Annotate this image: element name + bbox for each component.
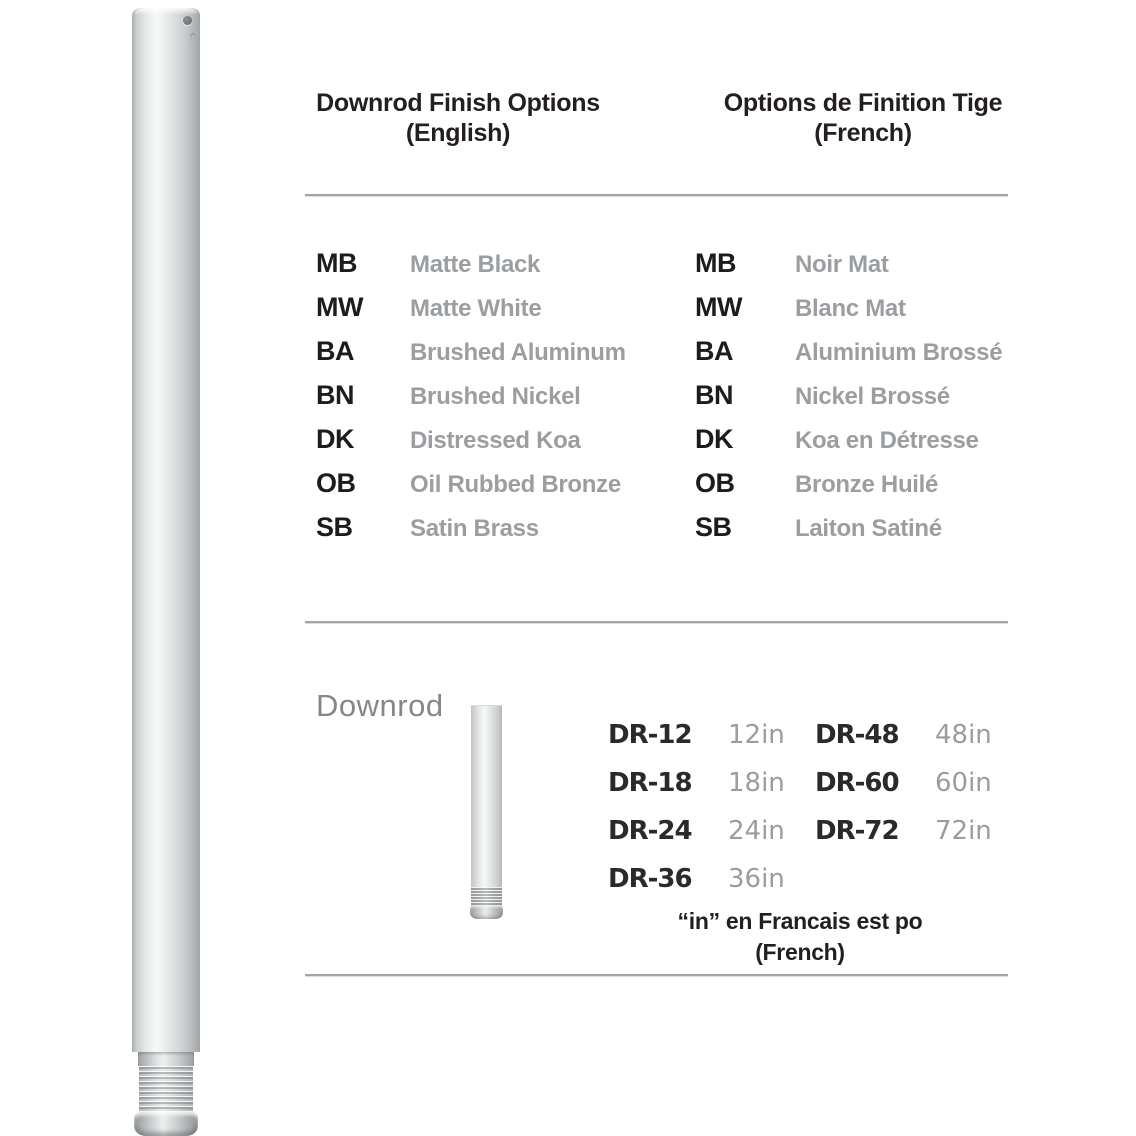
downrod-threads <box>139 1066 193 1112</box>
downrod-end-ring <box>134 1112 198 1136</box>
finish-code: DK <box>316 424 354 454</box>
size-code: DR-18 <box>608 768 692 798</box>
downrod-label: Downrod <box>316 688 444 723</box>
finish-name: Noir Mat <box>795 251 889 278</box>
size-code: DR-60 <box>815 768 899 798</box>
finish-code: SB <box>316 512 353 542</box>
finish-row <box>695 336 1002 364</box>
finish-name: Satin Brass <box>410 515 539 542</box>
finish-code: MB <box>695 248 736 278</box>
size-code: DR-48 <box>815 720 899 750</box>
size-row <box>608 816 785 850</box>
finish-name: Nickel Brossé <box>795 383 950 410</box>
english-header <box>303 88 613 148</box>
finish-name: Blanc Mat <box>795 295 906 322</box>
finish-code: BN <box>316 380 354 410</box>
size-table-column-1 <box>608 720 785 912</box>
finish-code: MB <box>316 248 357 278</box>
finish-name: Oil Rubbed Bronze <box>410 471 621 498</box>
finish-table-english <box>316 248 626 556</box>
finish-row <box>695 248 1002 276</box>
size-value: 72in <box>935 816 992 846</box>
size-code: DR-24 <box>608 816 692 846</box>
finish-code: BA <box>695 336 733 366</box>
finish-row <box>316 468 626 496</box>
downrod-thumbnail <box>470 705 503 919</box>
finish-row <box>316 424 626 452</box>
english-header-line1: Downrod Finish Options <box>316 89 600 117</box>
size-row <box>608 768 785 802</box>
finish-code: MW <box>695 292 742 322</box>
size-code: DR-36 <box>608 864 692 894</box>
finish-row <box>316 248 626 276</box>
downrod-thumbnail-end-ring <box>470 905 503 919</box>
finish-name: Distressed Koa <box>410 427 581 454</box>
size-row <box>608 720 785 754</box>
finish-name: Laiton Satiné <box>795 515 942 542</box>
finish-code: SB <box>695 512 732 542</box>
finish-name: Matte White <box>410 295 542 322</box>
size-value: 36in <box>728 864 785 894</box>
finish-code: OB <box>695 468 735 498</box>
downrod-product-photo <box>132 8 200 1130</box>
french-header-line2: (French) <box>814 119 912 147</box>
size-table-column-2 <box>815 720 992 864</box>
divider-middle <box>305 621 1008 623</box>
finish-name: Bronze Huilé <box>795 471 939 498</box>
size-row <box>815 768 992 802</box>
size-note <box>630 906 970 968</box>
finish-row <box>316 292 626 320</box>
downrod-body <box>132 8 200 1052</box>
finish-name: Aluminium Brossé <box>795 339 1003 366</box>
size-row <box>815 720 992 754</box>
size-code: DR-12 <box>608 720 692 750</box>
french-header <box>708 88 1018 148</box>
finish-row <box>695 292 1002 320</box>
set-screw-hole <box>183 16 192 25</box>
finish-table-french <box>695 248 1002 556</box>
finish-name: Brushed Aluminum <box>410 339 626 366</box>
size-code: DR-72 <box>815 816 899 846</box>
finish-code: MW <box>316 292 363 322</box>
divider-top <box>305 194 1008 196</box>
finish-row <box>316 512 626 540</box>
finish-row <box>695 380 1002 408</box>
size-value: 60in <box>935 768 992 798</box>
size-value: 48in <box>935 720 992 750</box>
finish-code: BA <box>316 336 354 366</box>
set-screw-mark <box>190 33 196 42</box>
finish-name: Brushed Nickel <box>410 383 581 410</box>
size-value: 24in <box>728 816 785 846</box>
size-row <box>608 864 785 898</box>
french-header-line1: Options de Finition Tige <box>723 89 1003 117</box>
size-row <box>815 816 992 850</box>
finish-row <box>695 468 1002 496</box>
finish-name: Matte Black <box>410 251 541 278</box>
divider-bottom <box>305 974 1008 976</box>
english-header-line2: (English) <box>405 119 511 147</box>
downrod-thumbnail-threads <box>471 887 502 907</box>
size-note-line1: “in” en Francais est po <box>677 908 923 934</box>
size-value: 12in <box>728 720 785 750</box>
finish-code: BN <box>695 380 733 410</box>
finish-code: DK <box>695 424 733 454</box>
size-value: 18in <box>728 768 785 798</box>
finish-row <box>316 336 626 364</box>
finish-row <box>695 424 1002 452</box>
finish-code: OB <box>316 468 356 498</box>
finish-name: Koa en Détresse <box>795 427 979 454</box>
downrod-shoulder <box>138 1052 194 1066</box>
downrod-thumbnail-body <box>471 705 502 888</box>
finish-row <box>695 512 1002 540</box>
finish-row <box>316 380 626 408</box>
size-note-line2: (French) <box>755 939 845 965</box>
